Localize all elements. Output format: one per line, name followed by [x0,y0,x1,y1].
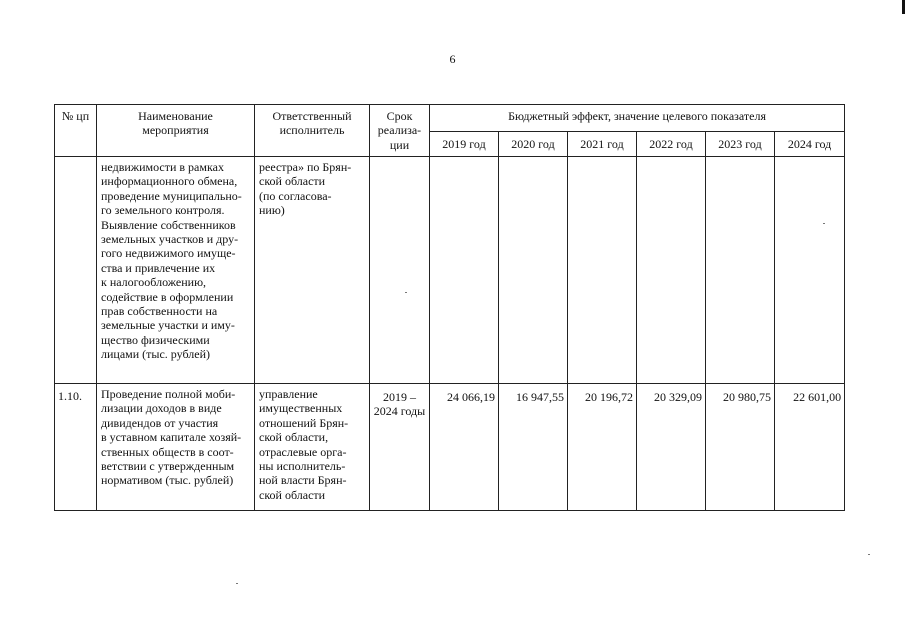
header-year: 2023 год [706,132,775,157]
budget-effect-table [54,104,845,511]
row-number: 1.10. [55,384,97,511]
row-value [775,157,845,384]
row-value: 16 947,55 [499,384,568,511]
header-year: 2022 год [637,132,706,157]
scan-speck [823,223,825,224]
row-responsible: реестра» по Брян- ской области (по согласова- нию) [255,157,370,384]
row-value [637,157,706,384]
header-name: Наименование мероприятия [97,105,255,157]
header-year: 2021 год [568,132,637,157]
header-responsible: Ответственный исполнитель [255,105,370,157]
row-name: Проведение полной моби- лизации доходов в виде дивидендов от участия в уставном капитале хозяй- ственных обществ в соот- ветствии с утвержденным нормативом (тыс. рублей) [97,384,255,511]
header-number: № цп [55,105,97,157]
scan-speck [405,292,407,293]
row-value: 20 980,75 [706,384,775,511]
scan-speck [236,583,238,584]
row-name: недвижимости в рамках информационного обмена, проведение муниципально- го земельного контроля. Выявление собственников земельных участков и дру- гого недвижимого имуще- ства и привлечение их к налогообложению, содействие в оформлении прав собственности на земельные участки и иму- щество физическими лицами (тыс. рублей) [97,157,255,384]
header-year: 2024 год [775,132,845,157]
row-period: 2019 – 2024 годы [370,384,430,511]
header-row [55,105,845,132]
row-value [430,157,499,384]
row-value: 20 196,72 [568,384,637,511]
header-period: Срок реализа- ции [370,105,430,157]
row-value: 22 601,00 [775,384,845,511]
row-responsible: управление имущественных отношений Брян- ской области, отраслевые орга- ны исполнитель- ной власти Брян- ской области [255,384,370,511]
table-row [55,157,845,384]
row-value [568,157,637,384]
row-value [706,157,775,384]
header-year: 2020 год [499,132,568,157]
row-number [55,157,97,384]
row-value: 20 329,09 [637,384,706,511]
row-value: 24 066,19 [430,384,499,511]
scan-speck [868,554,870,555]
row-value [499,157,568,384]
table-row [55,384,845,511]
row-period [370,157,430,384]
header-budget-effect: Бюджетный эффект, значение целевого показателя [430,105,845,132]
header-year: 2019 год [430,132,499,157]
page-number: 6 [449,52,456,66]
